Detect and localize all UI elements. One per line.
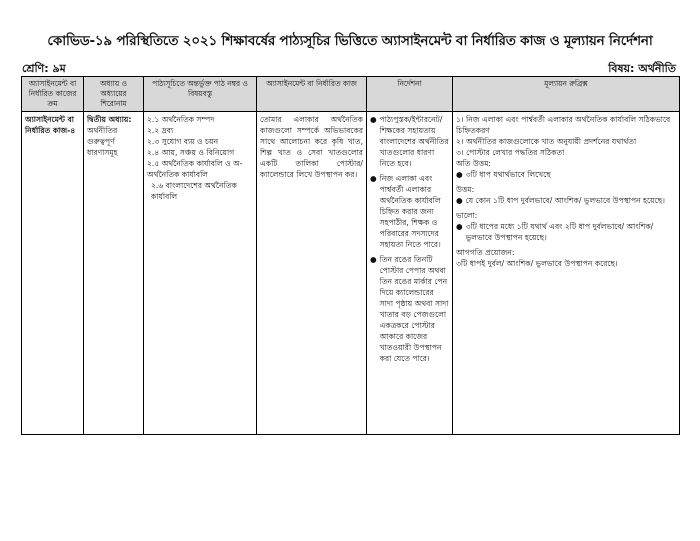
rubric-criterion: ৩। পোস্টার লেখার পদ্ধতির সঠিকতা (456, 148, 565, 157)
cell-rubric (453, 112, 680, 435)
cell-instructions (367, 112, 453, 435)
chapter-title: অর্থনীতির গুরুত্বপূর্ণ ধারণাসমূহ (87, 126, 118, 157)
task-text: তোমার এলাকার অর্থনৈতিক কাজগুলো সম্পর্কে অভিভাবকের সাথে আলোচনা করে কৃষি খাত, শিল্প খাত ও সেবা খাতগুলোর একটি তালিকা পোস্টার/ ক্যালেন্ডারে লিখে উপস্থাপন কর। (260, 115, 363, 179)
cell-assignment-no (22, 112, 84, 435)
instruction-item (370, 254, 449, 364)
instruction-text: নিজ এলাকা এবং পার্শ্ববর্তী এলাকার অর্থনৈতিক কার্যাবলি চিহ্নিত করার জন্য সহপাঠীর, শিক্ষক ও পরিবারের সদস্যদের সহায়তা নিতে পারে। (379, 174, 441, 249)
rubric-level-item (456, 195, 676, 206)
rubric-level-text: যে কোন ১টি ধাপ দুর্বলভাবে/ আংশিক/ ভুলভাবে উপস্থাপন হয়েছে। (465, 196, 665, 205)
rubric-level-label: ভালো: (456, 211, 478, 220)
lesson-item: ২.৫ অর্থনৈতিক কার্যাবলি ও অ- অর্থনৈতিক কার্যাবলি (147, 159, 243, 179)
chapter-heading: দ্বিতীয় অধ্যায়: (87, 115, 132, 124)
table-row (22, 112, 680, 435)
lesson-item: ২.৩ সুযোগ ব্যয় ও চয়ন (147, 137, 219, 146)
subject-label: বিষয়: অর্থনীতি (608, 62, 676, 75)
bullet-icon: ● (370, 115, 377, 124)
cell-lessons (144, 112, 257, 435)
document-title: কোভিড-১৯ পরিস্থিতিতে ২০২১ শিক্ষাবর্ষের পাঠ্যসূচির ভিত্তিতে অ্যাসাইনমেন্ট বা নির্ধারিত কাজ ও মূল্যায়ন নির্দেশনা (47, 33, 653, 49)
lesson-item: ২.৬ বাংলাদেশের অর্থনৈতিক কার্যাবলি (151, 181, 237, 201)
cell-chapter (84, 112, 144, 435)
class-label: শ্রেণি: ৯ম (22, 62, 66, 75)
bullet-icon: ● (456, 222, 463, 231)
cell-task (257, 112, 367, 435)
header-task: অ্যাসাইনমেন্ট বা নির্ধারিত কাজ (257, 77, 367, 112)
header-chapter: অধ্যায় ও অধ্যায়ের শিরোনাম (84, 77, 144, 112)
rubric-level-text: ৩টি ধাপই দুর্বল/ আংশিক/ ভুলভাবে উপস্থাপন করেছে। (456, 259, 618, 268)
header-lessons: পাঠ্যসূচিতে অন্তর্ভুক্ত পাঠ নম্বর ও বিষয়বস্তু (144, 77, 257, 112)
rubric-level-label: আগগতি প্রয়োজন: (456, 248, 515, 257)
bullet-icon: ● (456, 170, 463, 179)
lesson-item: ২.১ অর্থনৈতিক সম্পদ (147, 115, 215, 124)
instruction-item (370, 173, 449, 250)
header-instructions: নির্দেশনা (367, 77, 453, 112)
header-rubric: মূল্যায়ন রুব্রিক্স (453, 77, 680, 112)
table-header-row (22, 77, 680, 112)
bullet-icon: ● (456, 196, 463, 205)
instruction-item (370, 114, 449, 169)
assignment-no-text: অ্যাসাইনমেন্ট বা নির্ধারিত কাজ-৪ (25, 115, 76, 135)
rubric-level-text: ৩টি ধাপের মধ্যে ১টি যথার্থ এবং ২টি ধাপ দুর্বলভাবে/ আংশিক/ ভুলভাবে উপস্থাপন হয়েছে। (465, 222, 654, 242)
assignment-table (21, 76, 680, 435)
rubric-level-item (456, 169, 676, 180)
rubric-level-text: ৩টি ধাপ যথার্থভাবে লিখেছে (465, 170, 551, 179)
bullet-icon: ● (370, 174, 377, 183)
lesson-item: ২.৪ আয়, সঞ্চয় ও বিনিয়োগ (147, 148, 235, 157)
instruction-text: তিন রঙের তিনটি পোস্টার পেপার অথবা তিন রঙের মার্কার পেন দিয়ে ক্যালেন্ডারের সাদা পৃষ্ঠায় অথবা সাদা খাতার বড় পেজগুলো একত্রকরে পোস্টার আকারে কাজের খাতওয়ারী উপস্থাপন করা যেতে পারে। (379, 255, 449, 363)
rubric-criterion: ২। অর্থনীতির কাজগুলোকে খাত অনুযায়ী প্রদর্শনের যথার্থতা (456, 137, 637, 146)
instruction-text: পাঠ্যপুস্তক/ইন্টারনেট/ শিক্ষকের সহায়তায় বাংলাদেশের অর্থনীতির খাতগুলোর ধারণা নিতে হবে। (379, 115, 449, 168)
rubric-level-label: অতি উত্তম: (456, 159, 491, 168)
rubric-level-item (456, 221, 676, 243)
header-assignment-no: অ্যাসাইনমেন্ট বা নির্ধারিত কাজের ক্রম (22, 77, 84, 112)
bullet-icon: ● (370, 255, 377, 264)
lesson-item: ২.২ দ্রব্য (147, 126, 174, 135)
rubric-criterion: ১। নিজ এলাকা এবং পার্শ্ববর্তী এলাকার অর্থনৈতিক কার্যাবলি সঠিকভাবে চিহ্নিতকরণ (456, 115, 671, 135)
rubric-level-label: উত্তম: (456, 185, 475, 194)
